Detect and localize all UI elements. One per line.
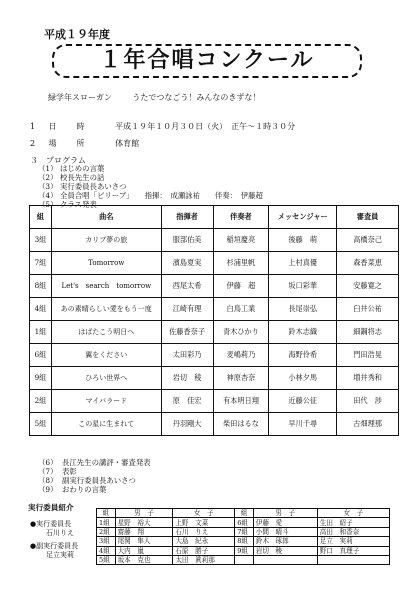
header-song: 曲名 <box>51 206 161 229</box>
header-class: 組 <box>30 206 52 229</box>
committee-table <box>96 508 390 565</box>
cell-conductor: 西尾太希 <box>161 275 213 298</box>
cell-pianist: 神原杏奈 <box>213 367 269 390</box>
committee-cell: 太田 眞莉那 <box>173 555 235 564</box>
committee-cell: 鈴木 琢郎 <box>253 537 317 546</box>
committee-cell: 3組 <box>97 537 116 546</box>
cell-song: はばたこう明日へ <box>51 321 161 344</box>
program-text: クラス発表 <box>60 200 97 209</box>
cell-conductor: 佐藤香奈子 <box>161 321 213 344</box>
program-item <box>38 164 263 173</box>
committee-cell <box>235 555 254 564</box>
cell-class: 9組 <box>30 367 52 390</box>
role-label: ●実行委員長 <box>30 520 72 528</box>
header-judge: 審査員 <box>337 206 399 229</box>
slogan-label: 緑学年スローガン <box>48 93 112 102</box>
committee-header: 女 子 <box>317 509 389 518</box>
info-value: 体育館 <box>115 139 140 148</box>
program-item <box>38 476 151 485</box>
cell-song: Tomorrow <box>51 252 161 275</box>
table-row <box>30 298 399 321</box>
cell-conductor: 太田彩乃 <box>161 344 213 367</box>
cell-judge: 門田浩晃 <box>337 344 399 367</box>
cell-class: 7組 <box>30 252 52 275</box>
cell-judge: 細鋼将志 <box>337 321 399 344</box>
committee-cell: 星野 裕大 <box>115 518 173 527</box>
committee-cell: 生田 紹子 <box>317 518 389 527</box>
program-num: （4） <box>38 191 58 200</box>
committee-header: 男 子 <box>115 509 173 518</box>
committee-cell: 尾関 隼人 <box>115 537 173 546</box>
header-messenger: メッセンジャー <box>269 206 337 229</box>
cell-messenger: 長尾崇弘 <box>269 298 337 321</box>
cell-pianist: 杉浦里帆 <box>213 252 269 275</box>
committee-cell: 坂本 克也 <box>115 555 173 564</box>
program-list <box>38 164 263 209</box>
program-item <box>38 467 151 476</box>
table-header-row <box>30 206 399 229</box>
table-row <box>30 275 399 298</box>
cell-pianist: 柴田はるな <box>213 413 269 436</box>
table-row <box>30 367 399 390</box>
cell-messenger: 上村真優 <box>269 252 337 275</box>
committee-cell: 4組 <box>97 546 116 555</box>
cell-messenger: 坂口彩華 <box>269 275 337 298</box>
cell-song: マイバラード <box>51 390 161 413</box>
committee-cell: 高田 和香奈 <box>317 527 389 536</box>
info-num: 1 <box>30 122 36 131</box>
program-text: はじめの言葉 <box>60 164 105 173</box>
program-text: 表彰 <box>62 467 77 476</box>
cell-class: 1組 <box>30 321 52 344</box>
program-text: おわりの言葉 <box>62 485 107 494</box>
committee-title: 実行委員紹介 <box>28 503 74 512</box>
program-text: 実行委員長あいさつ <box>60 182 127 191</box>
cell-class: 3組 <box>30 229 52 252</box>
slogan-text: うたでつなごう！みんなのきずな！ <box>132 93 261 102</box>
committee-cell: 大内 嵐 <box>115 546 173 555</box>
committee-cell: 大島 紀永 <box>173 537 235 546</box>
committee-cell: 小間 晴斗 <box>253 527 317 536</box>
committee-header: 女 子 <box>173 509 235 518</box>
cell-song: ひろい世界へ <box>51 367 161 390</box>
program-text: 校長先生の話 <box>60 173 105 182</box>
cell-class: 6組 <box>30 344 52 367</box>
role-name: 足立実莉 <box>46 551 74 559</box>
cell-class: 4組 <box>30 298 52 321</box>
program-title: ３ プログラム <box>30 156 86 165</box>
committee-cell: 足立 実莉 <box>317 537 389 546</box>
role-label: ●副実行委員長 <box>30 542 79 550</box>
cell-conductor: 岩切 稜 <box>161 367 213 390</box>
committee-cell: 2組 <box>97 527 116 536</box>
committee-header: 組 <box>97 509 116 518</box>
table-row <box>30 390 399 413</box>
committee-cell: 5組 <box>97 555 116 564</box>
program-num: （8） <box>38 476 58 485</box>
committee-cell: 上野 文菜 <box>173 518 235 527</box>
program-item <box>38 191 263 200</box>
committee-cell: 7組 <box>235 527 254 536</box>
program-text: 全員合唱「ビリーブ」 指揮： 成瀬詠祐 伴奏： 伊藤超 <box>60 191 263 200</box>
post-program-list <box>38 458 151 494</box>
program-text: 副実行委員長あいさつ <box>62 476 136 485</box>
program-num: （1） <box>38 164 58 173</box>
cell-judge: 増井秀和 <box>337 367 399 390</box>
cell-song: Let's search tomorrow <box>51 275 161 298</box>
year-label: 平成１９年度 <box>44 28 110 41</box>
cell-conductor: 丹羽剛大 <box>161 413 213 436</box>
table-row <box>30 229 399 252</box>
committee-row <box>97 546 390 555</box>
cell-messenger: 鈴木志織 <box>269 321 337 344</box>
header-pianist: 伴奏者 <box>213 206 269 229</box>
info-num: 2 <box>30 139 36 148</box>
info-value: 平成１９年１０月３０日（火） 正午～１時３０分 <box>115 122 296 131</box>
cell-messenger: 近藤公征 <box>269 390 337 413</box>
header-conductor: 指揮者 <box>161 206 213 229</box>
cell-pianist: 白鳥工業 <box>213 298 269 321</box>
program-num: （9） <box>38 485 58 494</box>
info-date <box>30 121 295 132</box>
cell-song: 翼をください <box>51 344 161 367</box>
cell-judge: 田代 渉 <box>337 390 399 413</box>
cell-class: 5組 <box>30 413 52 436</box>
cell-pianist: 有本明日翔 <box>213 390 269 413</box>
committee-row <box>97 518 390 527</box>
cell-judge: 安藤寛之 <box>337 275 399 298</box>
cell-song: あの素晴らしい愛をもう一度 <box>51 298 161 321</box>
page-title: １年合唱コンクール <box>99 48 315 73</box>
program-item <box>38 485 151 494</box>
cell-conductor: 原 佳宏 <box>161 390 213 413</box>
cell-pianist: 麦嶋莉乃 <box>213 344 269 367</box>
cell-conductor: 江崎有理 <box>161 298 213 321</box>
committee-header: 組 <box>235 509 254 518</box>
program-item <box>38 182 263 191</box>
committee-header: 男 子 <box>253 509 317 518</box>
program-item <box>38 173 263 182</box>
committee-cell: 齋藤 翔 <box>115 527 173 536</box>
committee-cell: 8組 <box>235 537 254 546</box>
cell-judge: 臼井公祐 <box>337 298 399 321</box>
program-num: （7） <box>38 467 58 476</box>
program-item <box>38 458 151 467</box>
cell-song: この星に生まれて <box>51 413 161 436</box>
cell-conductor: 服部佑美 <box>161 229 213 252</box>
cell-messenger: 後藤 萌 <box>269 229 337 252</box>
role-name: 石川りえ <box>46 529 74 537</box>
committee-row <box>97 527 390 536</box>
cell-pianist: 青木ひかり <box>213 321 269 344</box>
program-num: （6） <box>38 458 58 467</box>
committee-cell: 1組 <box>97 518 116 527</box>
cell-judge: 森香菜恵 <box>337 252 399 275</box>
committee-row <box>97 537 390 546</box>
cell-judge: 高橋奈己 <box>337 229 399 252</box>
cell-messenger: 海野伶希 <box>269 344 337 367</box>
committee-cell <box>317 555 389 564</box>
table-row <box>30 344 399 367</box>
committee-cell: 伊藤 愛 <box>253 518 317 527</box>
program-num: （5） <box>38 200 58 209</box>
role-vice-chair <box>30 542 78 560</box>
committee-cell: 石原 勝子 <box>173 546 235 555</box>
cell-messenger: 早川千尋 <box>269 413 337 436</box>
committee-cell: 野口 真理子 <box>317 546 389 555</box>
cell-pianist: 稲垣慶亮 <box>213 229 269 252</box>
cell-pianist: 伊藤 超 <box>213 275 269 298</box>
cell-messenger: 小林夕馬 <box>269 367 337 390</box>
committee-cell <box>253 555 317 564</box>
role-chair <box>30 520 74 538</box>
cell-class: 8組 <box>30 275 52 298</box>
info-label: 場 所 <box>48 139 91 148</box>
info-place <box>30 138 139 149</box>
slogan <box>48 92 260 103</box>
table-row <box>30 252 399 275</box>
table-row <box>30 413 399 436</box>
committee-cell: 6組 <box>235 518 254 527</box>
title-banner <box>52 44 362 78</box>
info-label: 日 時 <box>48 122 91 131</box>
program-text: 長江先生の講評・審査発表 <box>62 458 151 467</box>
program-num: （3） <box>38 182 58 191</box>
committee-cell: 岩切 稜 <box>253 546 317 555</box>
class-performance-table <box>29 205 399 436</box>
cell-class: 2組 <box>30 390 52 413</box>
committee-cell: 9組 <box>235 546 254 555</box>
committee-row <box>97 555 390 564</box>
program-num: （2） <box>38 173 58 182</box>
cell-conductor: 濱島夏実 <box>161 252 213 275</box>
committee-header-row <box>97 509 390 518</box>
committee-cell: 石川 りえ <box>173 527 235 536</box>
table-row <box>30 321 399 344</box>
cell-judge: 古畑理那 <box>337 413 399 436</box>
cell-song: カリブ夢の旅 <box>51 229 161 252</box>
